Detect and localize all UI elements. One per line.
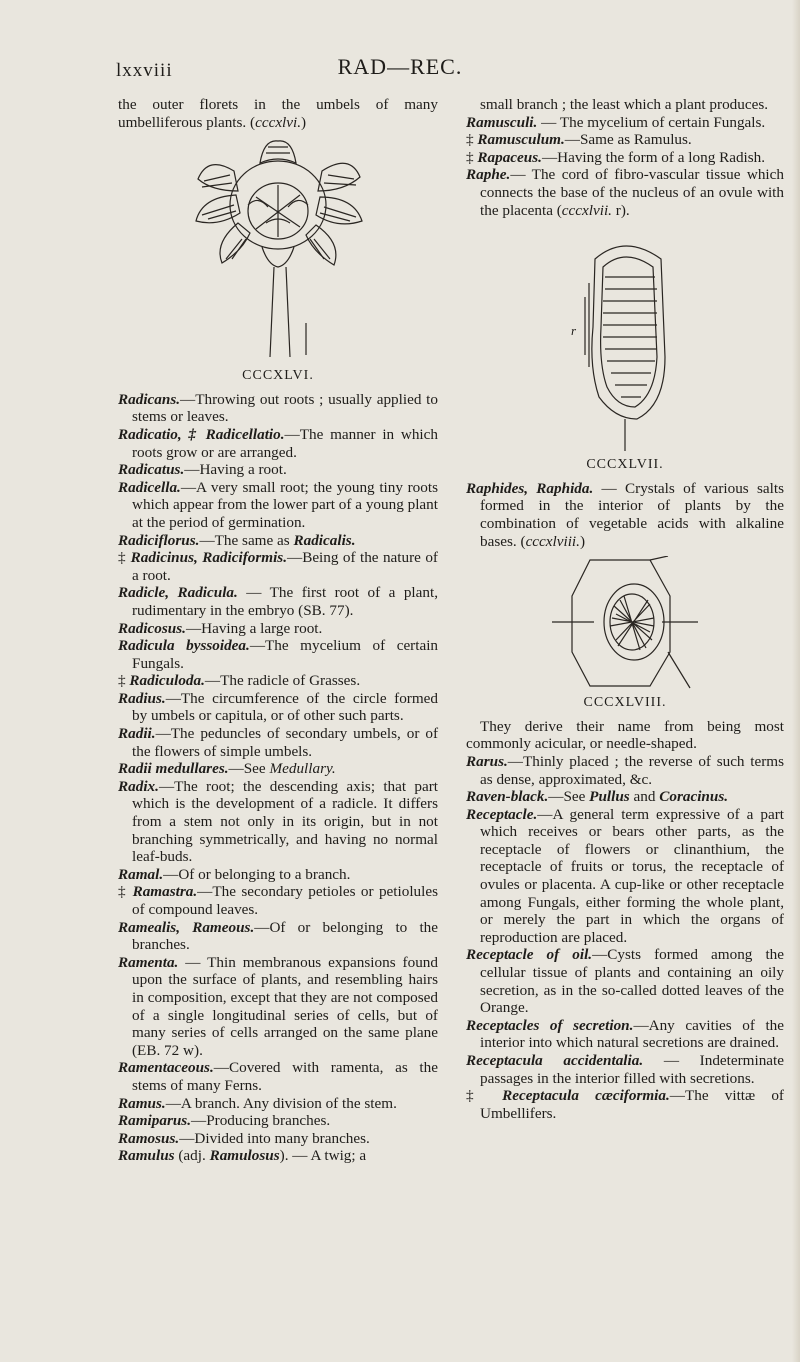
entry-receptacles-of-secretion: Receptacles of secretion.—Any cavities of the interior into which natural secretions are drained. [466, 1016, 785, 1052]
entry-ramenta: Ramenta. — Thin membranous expansions found upon the surface of plants, and resembling hairs in composition, except that they are not composed of a single longitudinal series of cells, but of many series of cells arranged on the same plane (EB. 72 w). [118, 953, 438, 1059]
entry-ramosus: Ramosus.—Divided into many branches. [118, 1129, 370, 1147]
entry-raphides: Raphides, Raphida. — Crystals of various salts formed in the interior of plants by the combination of vegetable acids with alkaline bases. (cccxlviii.) [466, 479, 784, 550]
entry-radiciflorus: Radiciflorus.—The same as Radicalis. [118, 531, 356, 549]
entry-radicella: Radicella.—A very small root; the young tiny roots which appear from the lower part of a young plant at the period of germination. [118, 478, 438, 531]
page-number: lxxviii [116, 60, 173, 81]
entry-raven-black: Raven-black.—See Pullus and Coracinus. [466, 788, 729, 806]
entry-radicatus: Radicatus.—Having a root. [118, 461, 287, 479]
entry-radicinus: ‡ Radicinus, Radiciformis.—Being of the nature of a root. [118, 549, 438, 584]
ovule-raphe-illustration [565, 237, 685, 452]
entry-ramusculum: ‡ Ramusculum.—Same as Ramulus. [466, 131, 692, 149]
entry-ramentaceous: Ramentaceous.—Covered with ramenta, as the stems of many Ferns. [118, 1059, 438, 1094]
entry-receptacula-accidentalia: Receptacula accidentalia. — Indeterminate passages in the interior filled with secretions. [466, 1052, 784, 1087]
entry-radicans: Radicans.—Throwing out roots ; usually applied to stems or leaves. [118, 390, 438, 426]
raphides-paragraph: They derive their name from being most commonly acicular, or needle-shaped. [466, 717, 784, 753]
figure-cccxlvii [466, 237, 784, 474]
entry-radii-medullares: Radii medullares.—See Medullary. [118, 760, 336, 778]
entry-receptacula-caeciformia: ‡ Receptacula cæciformia.—The vittæ of Umbellifers. [466, 1087, 784, 1122]
raphides-crystal-illustration [550, 556, 700, 690]
entry-radicatio: Radicatio, ‡ Radicellatio.—The manner in which roots grow or are arranged. [118, 425, 438, 461]
entry-receptacle-of-oil: Receptacle of oil.—Cysts formed among the cellular tissue of plants and containing an oily secretion, as in the so-called dotted leaves of the Orange. [466, 946, 784, 1017]
running-title: RAD—REC. [337, 54, 463, 79]
right-intro-text: small branch ; the least which a plant produces. [480, 96, 769, 113]
left-entries [118, 391, 438, 1165]
entry-ramastra: ‡ Ramastra.—The secondary petioles or petiolules of compound leaves. [118, 883, 438, 918]
figure-caption-cccxlvii: CCCXLVII. [586, 457, 664, 473]
entry-radix: Radix.—The root; the descending axis; that part which is the development of a radicle. It differs from a stem not only in its origin, but in not branching symmetrically, and having no normal leaf-buds. [118, 777, 438, 866]
entry-radiculoda: ‡ Radiculoda.—The radicle of Grasses. [118, 672, 361, 690]
entry-ramiparus: Ramiparus.—Producing branches. [118, 1112, 331, 1130]
entry-ramal: Ramal.—Of or belonging to a branch. [118, 865, 351, 883]
figure-cccxlviii [466, 556, 784, 712]
entry-ramus: Ramus.—A branch. Any division of the stem. [118, 1094, 397, 1112]
entry-rarus: Rarus.—Thinly placed ; the reverse of such terms as dense, approximated, &c. [466, 752, 784, 788]
figure-caption-cccxlviii: CCCXLVIII. [583, 695, 667, 711]
page-edge-shadow [792, 0, 800, 1362]
entry-receptacle: Receptacle.—A general term expressive of a part which receives or bears other parts, as the receptacle of flowers or clinanthium, the receptacle of fruits or torus, the receptacle of ovules or placenta. A cup-like or other receptacle among Fungals, either forming the whole plant, or merely the part in which the organs of reproduction are placed. [466, 805, 784, 946]
left-column [118, 96, 438, 1165]
entry-radicle: Radicle, Radicula. — The first root of a plant, rudimentary in the embryo (SB. 77). [118, 584, 438, 619]
figure-label-r: r [571, 323, 577, 339]
entry-radius: Radius.—The circumference of the circle formed by umbels or capitula, or of other such parts. [118, 689, 438, 725]
entry-ramusculi: Ramusculi. — The mycelium of certain Fungals. [466, 113, 766, 131]
entry-radii: Radii.—The peduncles of secondary umbels, or of the flowers of simple umbels. [118, 725, 438, 760]
left-intro-text: the outer florets in the umbels of many umbelliferous plants. (cccxlvi.) [118, 96, 438, 131]
page-header [0, 52, 800, 82]
right-column [466, 96, 784, 1122]
entry-radicula-byssoidea: Radicula byssoidea.—The mycelium of certain Fungals. [118, 637, 439, 672]
entry-ramealis: Ramealis, Rameous.—Of or belonging to the branches. [118, 918, 438, 954]
umbel-floret-illustration [178, 135, 378, 363]
entry-radicosus: Radicosus.—Having a large root. [118, 619, 323, 637]
entry-rapaceus: ‡ Rapaceus.—Having the form of a long Radish. [466, 148, 766, 166]
figure-caption-cccxlvi: CCCXLVI. [242, 368, 314, 384]
figure-cccxlvi [118, 135, 438, 385]
entry-raphe: Raphe.— The cord of fibro-vascular tissue which connects the base of the nucleus of an ovule with the placenta (cccxlvii. r). [466, 166, 784, 219]
entry-ramulus: Ramulus (adj. Ramulosus). — A twig; a [118, 1147, 367, 1165]
